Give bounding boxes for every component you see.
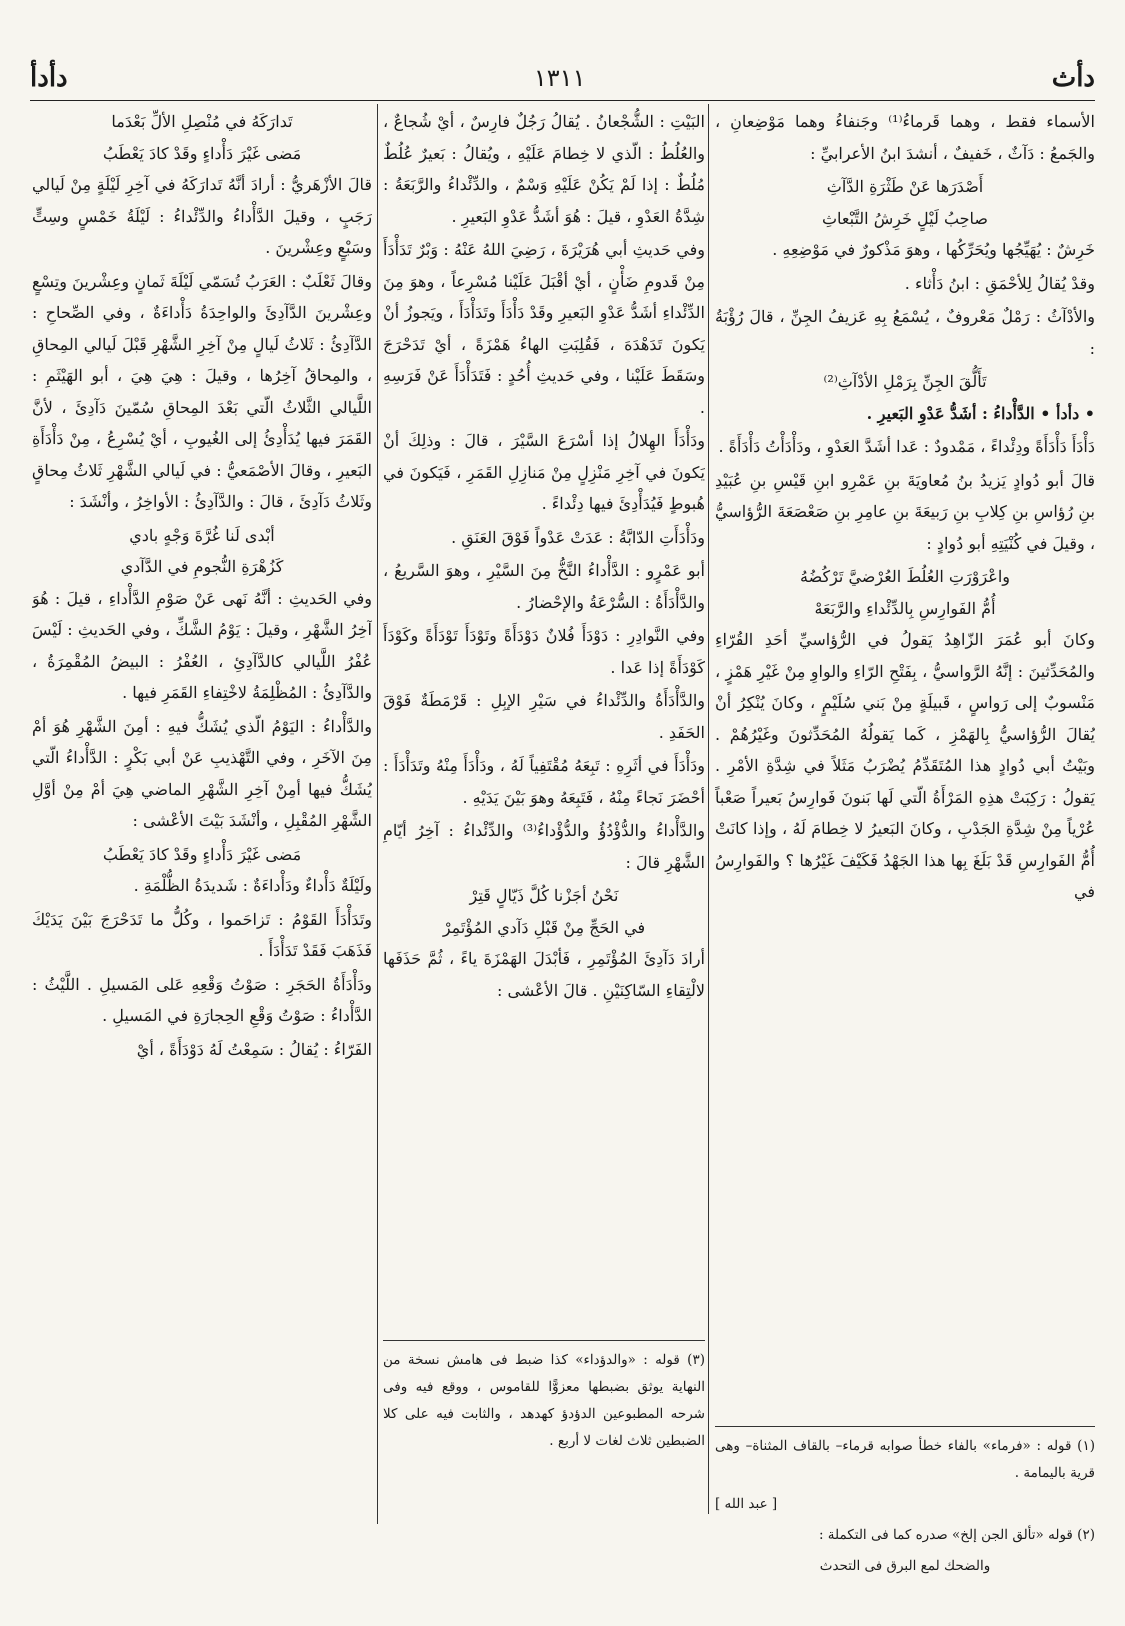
paragraph: دَأْدَأَ دَأْدَأَةً ودِئْداءً ، مَمْدودٌ : عَدا أشَدَّ العَدْوِ ، ودَأْدَأْتُ دَأْدَأَةً .	[718, 437, 1095, 456]
footnote-rule	[715, 1426, 1095, 1427]
footnote-signature: [ عبد الله ]	[715, 1496, 778, 1512]
footnote-rule	[383, 1340, 705, 1341]
verse-line: أُمُّ الفَوارِسِ بِالدِّئْداءِ والرَّبَعَهْ	[814, 598, 996, 618]
footnote-verse: والضحك لمع البرق فى التحدث	[819, 1558, 991, 1574]
paragraph: والدَّأْدَأَةُ والدِّئْداءُ في سَيْرِ الإبِلِ : قَرْمَطَةٌ فَوْقَ الحَفَدِ .	[383, 691, 705, 742]
entry-heading: • دأدأ • الدَّأْداءُ : أشَدُّ عَدْوِ البَعيرِ .	[866, 403, 1095, 423]
paragraph: أرادَ دَآدِئَ المُؤْتَمِرِ ، فَأبْدَلَ الهَمْزَةَ ياءً ، ثُمَّ حَذَفَها لالْتِقاءِ السّاكِنَيْنِ . قالَ الأعْشى :	[383, 949, 705, 1000]
verse-line: مَضى غَيْرَ دَأْداءٍ وقَدْ كادَ يَعْطَبُ	[102, 844, 302, 864]
paragraph: الفَرّاءُ : يُقالُ : سَمِعْتُ لَهُ دَوْدَأَةً ، أيْ	[136, 1039, 372, 1059]
footnotes-middle	[383, 1330, 705, 1459]
verse-line: أبْدى لَنا غُرَّةَ وَجْهٍ بادي	[129, 525, 275, 545]
footnote: (١) قوله : «فرماء» بالفاء خطأ صوابه قرماء– بالقاف المثناة– وهى قرية باليمامة .	[715, 1438, 1095, 1481]
verse-line: صاحِبُ لَيْلٍ خَرِشُ التَّبْعاثِ	[821, 208, 989, 228]
paragraph: وفي النَّوادِرِ : دَوْدَأَ فُلانٌ دَوْدَأَةً وتَوْدَأَ تَوْدَأَةً وكَوْدَأَ كَوْدَأَةً إذا عَدا .	[383, 626, 705, 677]
paragraph: قالَ الأزْهَريُّ : أرادَ أنَّهُ تَدارَكَهُ في آخِرِ لَيْلَةٍ مِنْ لَيالي رَجَبٍ ، وقيلَ الدَّأْداءُ والدِّئْداءُ : لَيْلَةُ خَمْسٍ وسِتٍّ وسَبْعٍ وعِشْرينَ .	[32, 175, 372, 257]
paragraph: وفي حَديثِ أبي هُرَيْرَةَ ، رَضِيَ اللهُ عَنْهُ : وَبْرٌ تَدَأْدَأَ مِنْ قَدومِ ضَأْنٍ ، أيْ أقْبَلَ عَلَيْنا مُسْرِعاً ، وهوَ مِنَ الدِّئْداءِ أشَدُّ عَدْوِ البَعيرِ وقَدْ دَأْدَأَ وتَدَأْدَأَ ، ويَجوزُ أنْ يَكونَ تَدَهْدَهَ ، فَقُلِبَتِ الهاءُ هَمْزَةً ، أيْ تَدَحْرَجَ وسَقَطَ عَلَيْنا ، وفي حَديثِ أُحُدٍ : فَتَدَأْدَأَ عَنْ فَرَسِهِ .	[383, 240, 705, 417]
paragraph: والدَّأْداءُ : اليَوْمُ الّذي يُشَكُّ فيهِ : أمِنَ الشَّهْرِ هُوَ أمْ مِنَ الآخَرِ ، وفي التَّهْذيبِ عَنْ أبي بَكْرٍ : الدَّأْداءُ الّتي يُشَكُّ فيها أمِنْ آخِرِ الشَّهْرِ الماضي هِيَ أمْ مِنْ أوَّلِ الشَّهْرِ المُقْبِلِ ، وأنْشَدَ بَيْتَ الأعْشى :	[32, 716, 372, 830]
paragraph: وقدْ يُقالُ لِلأحْمَقِ : ابنُ دَأْثاء .	[904, 273, 1095, 293]
verse-line: تَأَلُّقَ الجِنِّ بِرَمْلِ الأدْآثِ⁽²⁾	[823, 372, 987, 391]
column-divider	[708, 104, 709, 1514]
column-left	[32, 106, 372, 1536]
verse-line: واعْرَوْرَتِ العُلُطَ العُرْضيَّ تَرْكُضُهُ	[800, 567, 1010, 586]
verse-line: تَدارَكَهُ في مُنْصِلِ الألِّ بَعْدَما	[111, 112, 293, 131]
page-number: ١٣١١	[533, 64, 586, 92]
verse-line: مَضى غَيْرَ دَأْداءٍ وقَدْ كادَ يَعْطَبُ	[102, 143, 302, 163]
paragraph: ودَأْدَأَ في أثَرِهِ : تَبِعَهُ مُقْتَفِياً لَهُ ، ودَأْدَأَ مِنْهُ وتَدَأْدَأَ : أحْضَرَ نَجاءً مِنْهُ ، فَتَبِعَهُ وهوَ بَيْنَ يَدَيْهِ .	[383, 756, 705, 807]
paragraph: والأدْآثُ : رَمْلٌ مَعْروفٌ ، يُسْمَعُ بِهِ عَزيفُ الجِنِّ ، قالَ رُؤْبَةُ :	[715, 307, 1095, 358]
verse-line: كَزُهْرَةِ النُّجومِ في الدَّآدي	[120, 557, 284, 576]
header-rule	[30, 100, 1095, 101]
paragraph: وكانَ أبو عُمَرَ الزّاهِدُ يَقولُ في الرُّؤاسيِّ أحَدِ القُرّاءِ والمُحَدِّثينَ : إنَّهُ الرَّواسيُّ ، بِفَتْحِ الرّاءِ والواوِ مِنْ غَيْرِ هَمْزٍ ، مَنْسوبٌ إلى رَواسٍ ، قَبيلَةٍ مِنْ بَني سُلَيْمٍ ، وكانَ يُنْكِرُ أنْ يُقالَ الرُّؤاسيُّ بِالهَمْزِ ، كَما يَقولُهُ المُحَدِّثونَ وغَيْرُهُمْ . وبَيْتُ أبي دُوادٍ هذا المُتَقَدِّمُ يُضْرَبُ مَثَلاً في شِدَّةِ الأمْرِ . يَقولُ : رَكِبَتْ هذِهِ المَرْأَةُ الّتي لَها بَنونَ فَوارِسُ بَعيراً صَعْباً عُرْياً مِنْ شِدَّةِ الجَدْبِ ، وكانَ البَعيرُ لا خِطامَ لَهُ ، وإذا كانَتْ أُمُّ الفَوارِسِ قَدْ بَلَغَ بِها هذا الجَهْدُ فَكَيْفَ غَيْرُها ؟ والفَوارِسُ في	[715, 630, 1095, 901]
column-divider	[377, 104, 378, 1524]
paragraph: ودَأْدَأَ الهِلالُ إذا أسْرَعَ السَّيْرَ ، قالَ : وذلِكَ أنْ يَكونَ في آخِرِ مَنْزِلٍ مِنْ مَنازِلِ القَمَرِ ، فَيَكونَ في هُبوطٍ فَيُدَأْدِئَ فيها دِئْداءً .	[383, 431, 705, 513]
paragraph: الأسماء فقط ، وهما قَرماءُ⁽¹⁾ وجَنفاءُ وهما مَوْضِعانِ ، والجَمعُ : دَآثٌ ، خَفيفٌ ، أنشدَ ابنُ الأعرابيِّ :	[715, 112, 1095, 163]
footnote: (٣) قوله : «والدؤداء» كذا ضبط فى هامش نسخة من النهاية يوثق بضبطها معزوًّا للقاموس ، ووقع فيه وفى شرحه المطبوعين الدؤدؤ كهدهد ، والثابت فيه على كلا الضبطين ثلاث لغات لا أربع .	[383, 1352, 705, 1449]
paragraph: خَرِشٌ : يُهَيِّجُها ويُحَرِّكُها ، وهوَ مَذْكورٌ في مَوْضِعِهِ .	[772, 240, 1095, 259]
paragraph: أبو عَمْرٍو : الدَّأْداءُ النَّخُّ مِنَ السَّيْرِ ، وهوَ السَّريعُ ، والدَّأْدَأَةُ : السُّرْعَةُ والإحْضارُ .	[383, 561, 705, 612]
footnote: (٢) قوله «تألق الجن إلخ» صدره كما فى التكملة :	[818, 1527, 1095, 1543]
paragraph: البَيْتِ : الشُّجْعانُ . يُقالُ رَجُلٌ فارِسٌ ، أيْ شُجاعٌ ، والعُلُطُ : الّذي لا خِطامَ عَلَيْهِ ، ويُقالُ : بَعيرٌ عُلُطٌ مُلُطٌ : إذا لَمْ يَكُنْ عَلَيْهِ وَسْمٌ ، والدِّئْداءُ والرَّبَعَةُ : شِدَّةُ العَدْوِ ، قيلَ : هُوَ أشَدُّ عَدْوِ البَعيرِ .	[383, 112, 705, 226]
verse-line: أَصْدَرَها عَنْ طَثْرَةِ الدَّآثِ	[826, 177, 984, 196]
paragraph: والدَّأْداءُ والدُّؤْدُؤُ والدُّؤْداءُ⁽³⁾ والدِّئْداءُ : آخِرُ أيّامِ الشَّهْرِ قالَ :	[383, 821, 705, 872]
paragraph: وقالَ ثَعْلَبٌ : العَرَبُ تُسَمّي لَيْلَةَ ثَمانٍ وعِشْرينَ وتِسْعٍ وعِشْرينَ الدَّآدِئَ والواحِدَةُ دَأْداءَةٌ ، وفي الصِّحاحِ : الدَّآدِئُ : ثَلاثُ لَيالٍ مِنْ آخِرِ الشَّهْرِ قَبْلَ لَيالي المِحاقِ ، والمِحاقُ آخِرُها ، وقيلَ : هِيَ هِيَ ، أبو الهَيْثَمِ : اللَّيالي الثَّلاثُ الّتي بَعْدَ المِحاقِ سُمّينَ دَآدِئَ ، لأنَّ القَمَرَ فيها يُدَأْدِئُ إلى الغُيوبِ ، أيْ يُسْرِعُ ، مِنْ دَأْدَأَةِ البَعيرِ ، وقالَ الأصْمَعيُّ : في لَيالي الشَّهْرِ ثَلاثُ مِحاقٍ وثَلاثُ دَآدِئَ ، قالَ : والدَّآدِئُ : الأواخِرُ ، وأنْشَدَ :	[32, 271, 372, 511]
paragraph: ودَأْدَأَتِ الدّابَّةُ : عَدَتْ عَدْواً فَوْقَ العَنَقِ .	[451, 527, 705, 547]
running-header	[30, 58, 1095, 98]
verse-line: في الحَجِّ مِنْ قَبْلِ دَآدي المُؤْتَمِرْ	[442, 917, 646, 937]
paragraph: ولَيْلَةٌ دَأْداءٌ ودَأْداءَةٌ : شَديدَةُ الظُّلْمَةِ .	[133, 876, 372, 895]
footnotes-right	[715, 1416, 1095, 1584]
header-right-word: دأث	[1051, 63, 1095, 93]
paragraph: وتَدَأْدَأَ القَوْمُ : تَزاحَموا ، وكُلُّ ما تَدَحْرَجَ بَيْنَ يَدَيْكَ فَذَهَبَ فَقَدْ تَدَأْدَأَ .	[32, 909, 372, 960]
paragraph: وفي الحَديثِ : أنَّهُ نَهى عَنْ صَوْمِ الدَّأْداءِ ، قيلَ : هُوَ آخِرُ الشَّهْرِ ، وقيلَ : يَوْمُ الشَّكِّ ، وفي الحَديثِ : لَيْسَ عُفْرُ اللَّيالي كالدَّآدِئِ ، العُفْرُ : البيضُ المُقْمِرَةُ ، والدَّآدِئُ : المُظْلِمَةُ لاخْتِفاءِ القَمَرِ فيها .	[32, 588, 372, 702]
column-right	[715, 106, 1095, 1416]
paragraph: قالَ أبو دُوادٍ يَزيدُ بنُ مُعاويَةَ بنِ عَمْرِو ابنِ قَيْسِ بنِ عُبَيْدِ بنِ رُؤاسِ بنِ كِلابِ بنِ رَبيعَةَ بنِ عامِرِ بنِ صَعْصَعَةَ الرُّؤاسيُّ ، وقيلَ في كُنْيَتِهِ أبو دُوادٍ :	[715, 470, 1095, 553]
header-left-word: دأدأ	[30, 63, 68, 93]
paragraph: ودَأْدَأَةُ الحَجَرِ : صَوْتُ وَقْعِهِ عَلى المَسيلِ . اللَّيْثُ : الدَّأْداءُ : صَوْتُ وَقْعِ الحِجارَةِ في المَسيلِ .	[32, 974, 372, 1025]
verse-line: نَحْنُ أجَزْنا كُلَّ ذَيّالٍ قَتِرْ	[469, 886, 619, 905]
